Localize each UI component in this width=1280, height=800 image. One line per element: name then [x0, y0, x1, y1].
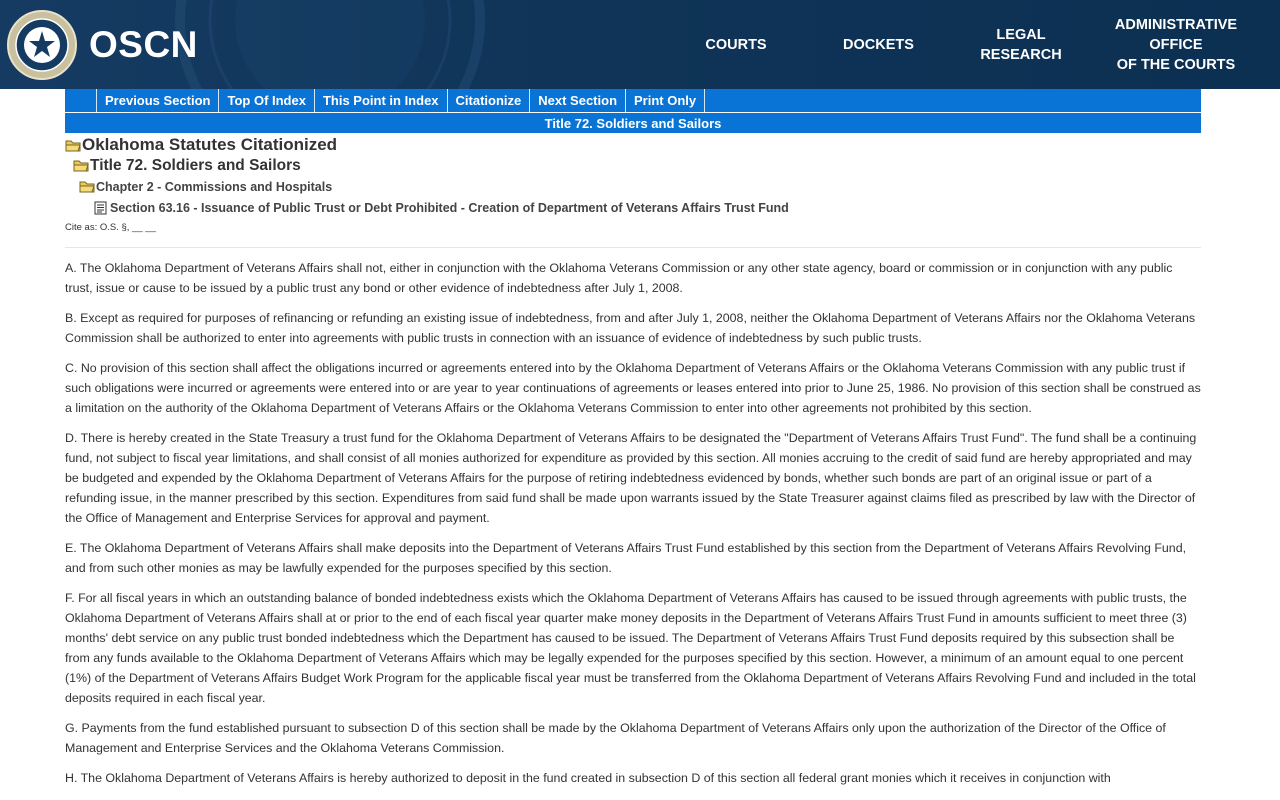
nav-aoc-line2: OF THE COURTS	[1116, 56, 1236, 73]
supreme-court-seal-logo[interactable]	[6, 5, 78, 83]
tree-section-label: Section 63.16 - Issuance of Public Trust or Debt Prohibited - Creation of Department of Veterans Affairs Trust Fund	[110, 200, 789, 215]
tree-root-label: Oklahoma Statutes Citationized	[82, 135, 338, 154]
statute-body	[65, 258, 1201, 788]
paragraph-f: F. For all fiscal years in which an outstanding balance of bonded indebtedness exists which the Oklahoma Department of Veterans Affairs has caused to be issued through agreements with public trusts, the Oklahoma Department of Veterans Affairs shall at or prior to the end of each fiscal year quarter make money deposits in the Department of Veterans Affairs Trust Fund in amounts sufficient to meet three (3) months' debt service on any public trust bonded indebtedness which the Department has caused to be issued. The Department of Veterans Affairs Trust Fund deposits required by this subsection shall be from any funds available to the Oklahoma Department of Veterans Affairs which may be legally expended for the purposes specified by this section. However, a minimum of an amount equal to one percent (1%) of the Department of Veterans Affairs Budget Work Program for the applicable fiscal year must be transferred from the Oklahoma Department of Veterans Affairs Revolving Fund and included in the total deposits required in each fiscal year.	[65, 591, 1196, 705]
nav-legal-research-line2: RESEARCH	[980, 46, 1062, 63]
paragraph-c: C. No provision of this section shall affect the obligations incurred or agreements entered into by the Oklahoma Department of Veterans Affairs or the Oklahoma Veterans Commission with any public trust if such obligations were incurred or agreements were entered into or are year to year continuations of agreements or leases entered into prior to June 25, 1986. No provision of this section shall be construed as a limitation on the authority of the Oklahoma Department of Veterans Affairs or the Oklahoma Veterans Commission to enter into other agreements not prohibited by this section.	[65, 361, 1201, 415]
tree-section[interactable]	[65, 197, 1280, 218]
nav-dockets-label: DOCKETS	[843, 36, 914, 53]
paragraph-b: B. Except as required for purposes of refinancing or refunding an existing issue of indebtedness, from and after July 1, 2008, neither the Oklahoma Department of Veterans Affairs nor the Oklahoma Veterans Commission shall be authorized to enter into agreements with public trusts in connection with an issuance of evidence of indebtedness by such public trusts.	[65, 311, 1196, 345]
tree-chapter-label: Chapter 2 - Commissions and Hospitals	[96, 179, 333, 194]
nav-administrative-office[interactable]	[1092, 0, 1260, 89]
cite-as-text: Cite as: O.S. §, __ __	[65, 222, 156, 233]
title-bar: Title 72. Soldiers and Sailors	[65, 113, 1201, 133]
nav-courts[interactable]	[665, 0, 807, 89]
nav-courts-label: COURTS	[705, 36, 767, 53]
document-icon	[94, 201, 107, 215]
top-of-index-link[interactable]: Top Of Index	[219, 89, 314, 112]
paragraph-h: H. The Oklahoma Department of Veterans Affairs is hereby authorized to deposit in the fund created in subsection D of this section all federal grant monies which it receives in conjunction with	[65, 771, 1111, 785]
paragraph-g: G. Payments from the fund established pursuant to subsection D of this section shall be made by the Oklahoma Department of Veterans Affairs only upon the authorization of the Director of the Office of Management and Enterprise Services and the Oklahoma Veterans Commission.	[65, 721, 1166, 755]
this-point-in-index-link[interactable]: This Point in Index	[315, 89, 448, 112]
site-header	[0, 0, 1280, 89]
folder-open-icon	[65, 139, 81, 152]
previous-section-link[interactable]: Previous Section	[97, 89, 219, 112]
nav-dockets[interactable]	[807, 0, 950, 89]
paragraph-e: E. The Oklahoma Department of Veterans Affairs shall make deposits into the Department of Veterans Affairs Trust Fund established by this section from the Department of Veterans Affairs Revolving Fund, and from such other monies as may be lawfully expended for the purposes specified by this section.	[65, 541, 1187, 575]
folder-open-icon	[73, 159, 89, 172]
paragraph-a: A. The Oklahoma Department of Veterans Affairs shall not, either in conjunction with the Oklahoma Veterans Commission or any other state agency, board or commission or in conjunction with any public trust, issue or cause to be issued by a public trust any bond or other evidence of indebtedness after July 1, 2008.	[65, 261, 1173, 295]
tree-title-label: Title 72. Soldiers and Sailors	[90, 156, 301, 174]
tree-root[interactable]	[65, 135, 1280, 155]
section-toolbar	[65, 89, 1201, 112]
top-navigation	[665, 0, 1280, 89]
content-divider	[65, 247, 1201, 248]
tree-title[interactable]	[65, 155, 1280, 176]
paragraph-d: D. There is hereby created in the State Treasury a trust fund for the Oklahoma Department of Veterans Affairs to be designated the "Department of Veterans Affairs Trust Fund". The fund shall be a continuing fund, not subject to fiscal year limitations, and shall consist of all monies authorized for expenditure as provided by this section. All monies accruing to the credit of said fund are hereby appropriated and may be budgeted and expended by the Oklahoma Department of Veterans Affairs for the purpose of retiring indebtedness evidenced by bonds, whether such bonds are part of an original issue or part of a refunding issue, in the manner prescribed by this section. Expenditures from said fund shall be made upon warrants issued by the State Treasurer against claims filed as prescribed by law with the Director of the Office of Management and Enterprise Services for approval and payment.	[65, 431, 1197, 525]
oscn-logo-text[interactable]: OSCN	[89, 24, 198, 65]
toolbar-spacer	[65, 89, 97, 112]
tree-chapter[interactable]	[65, 176, 1280, 197]
print-only-link[interactable]: Print Only	[626, 89, 705, 112]
header-background-seal	[0, 0, 560, 89]
folder-open-icon	[79, 180, 95, 193]
nav-legal-research-line1: LEGAL	[996, 26, 1046, 43]
next-section-link[interactable]: Next Section	[530, 89, 626, 112]
citationize-link[interactable]: Citationize	[448, 89, 531, 112]
index-tree	[65, 135, 1280, 218]
nav-legal-research[interactable]	[950, 0, 1092, 89]
nav-aoc-line1: ADMINISTRATIVE OFFICE	[1114, 16, 1238, 53]
